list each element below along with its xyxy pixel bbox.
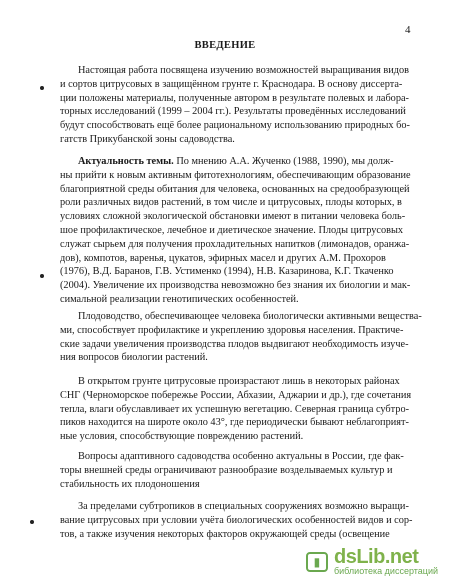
text-line: (2004). Увеличение их производства невозможно без знания их биологии и мак-	[60, 280, 411, 292]
watermark	[306, 547, 438, 576]
paragraph-beyond-subtropics	[60, 500, 425, 541]
paragraph-open-ground	[60, 375, 425, 444]
text-line: ские задачи увеличения производства плодов выдвигают необходимость изуче-	[60, 338, 409, 350]
text-line: торы внешней среды ограничивают разнообразие возделываемых культур и	[60, 464, 393, 476]
text-line: служат сырьем для получения прохладительных напитков (лимонадов, оранжа-	[60, 238, 410, 250]
paragraph-adaptive-gardening	[60, 450, 425, 491]
text-line: Вопросы адаптивного садоводства особенно актуальны в России, где фак-	[78, 451, 404, 462]
watermark-subtitle: библиотека диссертаций	[333, 566, 438, 576]
text-line: тепла, влаги обуславливает их успешную вегетацию. Северная граница субтро-	[60, 403, 410, 415]
text-line: В открытом грунте цитрусовые произрастают лишь в некоторых районах	[78, 376, 400, 387]
page-number: 4	[405, 24, 411, 36]
text-line: вание цитрусовых при условии учёта биологических особенностей видов и сор-	[60, 514, 413, 526]
text-line: ные условия, способствующие повреждению растений.	[60, 431, 304, 443]
paragraph-relevance	[60, 155, 425, 307]
text-line: стабильность их плодоношения	[60, 478, 200, 490]
text-line: тов, а также изучения некоторых факторов окружающей среды (освещение	[60, 528, 390, 540]
text-line: ния вопросов биологии растений.	[60, 352, 208, 364]
text-line: За пределами субтропиков в специальных сооружениях возможно выращи-	[78, 501, 409, 512]
margin-dot	[40, 86, 44, 90]
book-icon: ▮	[306, 552, 328, 572]
text-line: роли различных видов растений, в том числе и цитрусовых, плоды которых, в	[60, 197, 402, 209]
text-line: (1976), В.Д. Баранов, Г.В. Устименко (1994), Н.В. Казаринова, К.Г. Ткаченко	[60, 266, 394, 278]
section-heading: ВВЕДЕНИЕ	[194, 40, 256, 51]
text-line: будут способствовать ещё более рациональному использованию природных бо-	[60, 120, 410, 132]
text-line: ции положены материалы, полученные автором в результате полевых и лабора-	[60, 92, 409, 104]
text-line: шое профилактическое, лечебное и диетическое значение. Плоды цитрусовых	[60, 224, 404, 236]
margin-dot	[30, 520, 34, 524]
text-line: ны прийти к новым активным фитотехнологиям, обеспечивающим образование	[60, 169, 411, 181]
text-line: и сортов цитрусовых в защищённом грунте г. Краснодара. В основу диссерта-	[60, 78, 403, 90]
text-line: Настоящая работа посвящена изучению возможностей выращивания видов	[78, 65, 410, 76]
text-line: симальной реализации генотипических особенностей.	[60, 293, 299, 305]
text-line: СНГ (Черноморское побережье России, Абхазии, Аджарии и др.), где сочетания	[60, 389, 412, 401]
relevance-lead: Актуальность темы.	[78, 156, 174, 167]
text-line: гатств Прикубанской зоны садоводства.	[60, 133, 235, 145]
paragraph-intro	[60, 64, 425, 147]
paragraph-fruit-growing	[60, 310, 425, 365]
text-line: Плодоводство, обеспечивающее человека биологически активными вещества-	[78, 311, 422, 322]
text-line: условиях сложной экологической обстановки имеют в питании человека боль-	[60, 211, 406, 223]
text-line: ми, способствует профилактике и укреплению здоровья населения. Практиче-	[60, 324, 404, 336]
text-line: торных исследований (1999 – 2004 гг.). Результаты проведённых исследований	[60, 106, 406, 118]
text-line: благоприятной среды обитания для человека, основанных на средообразующей	[60, 183, 410, 195]
margin-dot	[40, 274, 44, 278]
watermark-name: dsLib.net	[333, 546, 419, 568]
text-line: По мнению А.А. Жученко (1988, 1990), мы долж-	[173, 156, 394, 167]
text-line: дов), компотов, варенья, цукатов, эфирных масел и других А.М. Прохоров	[60, 252, 386, 264]
text-line: пиков находится на широте около 43°, где периодически бывают неблагоприят-	[60, 417, 409, 429]
